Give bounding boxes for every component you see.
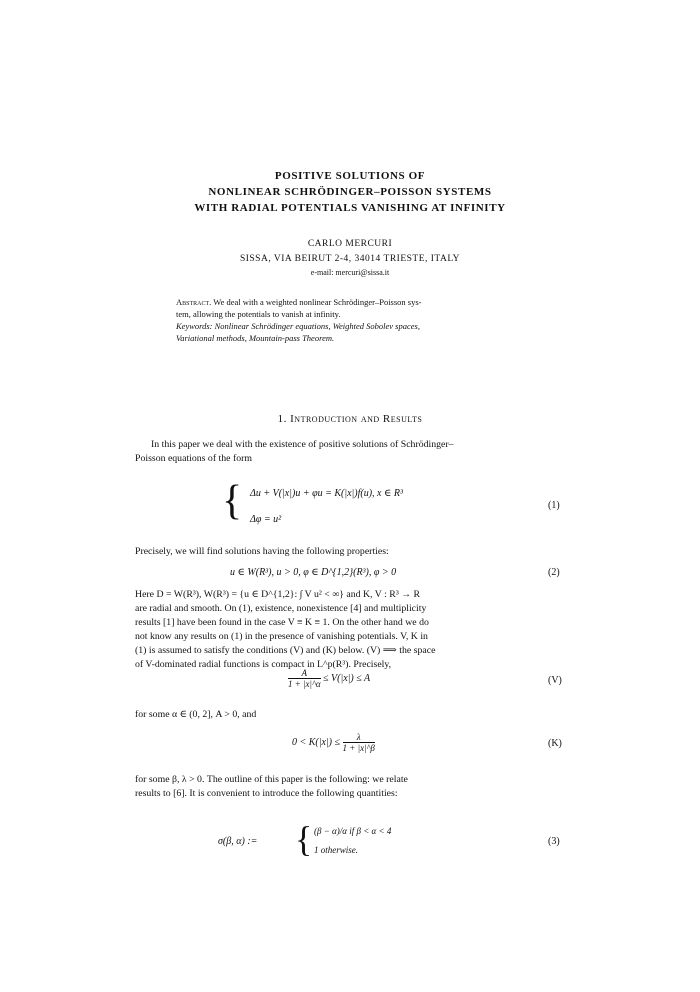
intro-p5-line1: for some β, λ > 0. The outline of this paper is the following: we relate [135, 774, 408, 785]
system-brace: { [222, 478, 243, 524]
sigma-case-1: (β − α)/α if β < α < 4 [314, 826, 392, 836]
keywords-text-2: Variational methods, Mountain-pass Theorem. [176, 333, 335, 343]
sigma-case-2: 1 otherwise. [314, 845, 358, 855]
potential-v-inequality [288, 668, 370, 689]
abstract-text-2: tem, allowing the potentials to vanish at infinity. [176, 309, 341, 319]
intro-p3-line4: not know any results on (1) in the presence of vanishing potentials. V, K in [135, 631, 428, 642]
intro-paragraph-4 [135, 708, 565, 722]
v-inequality-rhs: ≤ V(|x|) ≤ A [323, 672, 371, 684]
title-line-2: NONLINEAR SCHRÖDINGER–POISSON SYSTEMS [208, 186, 492, 198]
abstract-text-1: We deal with a weighted nonlinear Schrödinger–Poisson sys- [213, 297, 422, 307]
title-line-3: WITH RADIAL POTENTIALS VANISHING AT INFINITY [194, 202, 506, 214]
potential-k-inequality [292, 732, 375, 753]
author-email: e-mail: mercuri@sissa.it [310, 268, 390, 277]
author-affiliation: SISSA, VIA BEIRUT 2-4, 34014 TRIESTE, ITALY [239, 254, 461, 264]
intro-p2-line1: Precisely, we will find solutions having the following properties: [135, 546, 389, 557]
equation-number-2: (2) [548, 567, 560, 578]
system-equation-2: Δφ = u² [250, 514, 282, 525]
abstract [176, 296, 526, 344]
intro-p3-line5: (1) is assumed to satisfy the conditions (V) and (K) below. (V) ⟹ the space [135, 645, 436, 656]
equation-number-3: (3) [548, 836, 560, 847]
equation-number-1: (1) [548, 500, 560, 511]
conditions-equation: u ∈ W(R³), u > 0, φ ∈ D^{1,2}(R³), φ > 0 [230, 567, 397, 578]
intro-p5-line2: results to [6]. It is convenient to introduce the following quantities: [135, 788, 398, 799]
intro-p4-line1: for some α ∈ (0, 2], A > 0, and [135, 709, 257, 720]
sigma-brace: { [295, 819, 313, 859]
k-inequality-lhs: 0 < K(|x|) ≤ [292, 736, 341, 748]
intro-p1-line2: Poisson equations of the form [135, 453, 253, 464]
v-frac-num: A [288, 668, 321, 679]
author-name: CARLO MERCURI [307, 239, 393, 249]
intro-p3-line3: results [1] have been found in the case V ≡ K ≡ 1. On the other hand we do [135, 617, 429, 628]
title-line-1: POSITIVE SOLUTIONS OF [274, 170, 426, 182]
intro-p3-line1: Here D = W(R³), W(R³) = {u ∈ D^{1,2}: ∫ V u² < ∞} and K, V : R³ → R [135, 589, 420, 600]
k-frac-num: λ [343, 732, 375, 743]
k-frac-den: 1 + |x|^β [342, 743, 375, 753]
intro-paragraph-1 [135, 438, 565, 466]
intro-paragraph-5 [135, 773, 565, 801]
keywords-text-1: Nonlinear Schrödinger equations, Weighted Sobolev spaces, [214, 321, 420, 331]
intro-paragraph-2 [135, 545, 565, 559]
intro-paragraph-3 [135, 588, 565, 672]
abstract-label: Abstract. [176, 297, 212, 307]
section-heading: 1. Introduction and Results [277, 413, 423, 425]
keywords-label: Keywords: [176, 321, 213, 331]
equation-number-k: (K) [548, 738, 562, 749]
v-frac-den: 1 + |x|^α [288, 679, 321, 689]
equation-number-v: (V) [548, 675, 562, 686]
intro-p1-line1: In this paper we deal with the existence of positive solutions of Schrödinger– [151, 439, 454, 450]
intro-p3-line6: of V-dominated radial functions is compact in L^p(R³). Precisely, [135, 659, 392, 670]
system-equation-1: Δu + V(|x|)u + φu = K(|x|)f(u), x ∈ R³ [250, 488, 404, 499]
sigma-definition-lhs: σ(β, α) := [218, 836, 258, 847]
intro-p3-line2: are radial and smooth. On (1), existence, nonexistence [4] and multiplicity [135, 603, 427, 614]
